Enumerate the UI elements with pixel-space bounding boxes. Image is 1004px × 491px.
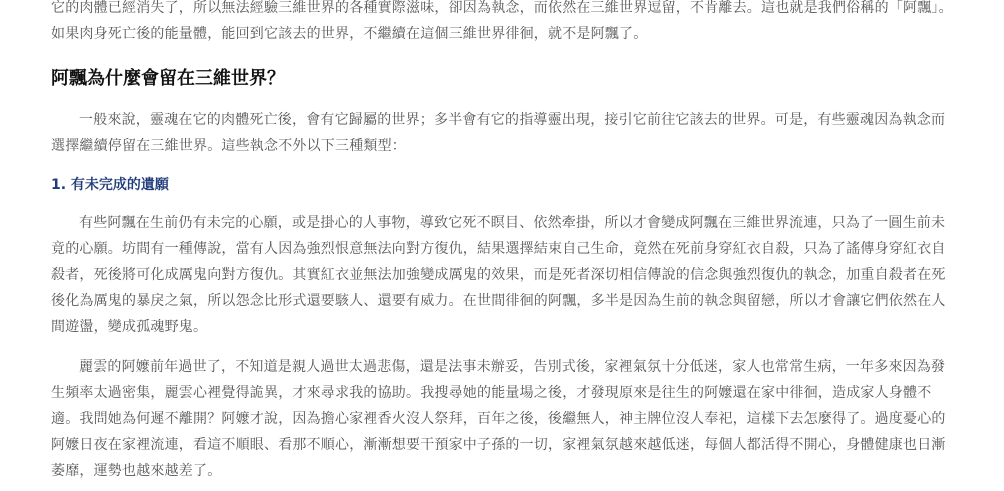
article-body <box>51 0 953 484</box>
list-subheading: 1. 有未完成的遺願 <box>51 177 169 193</box>
intro-paragraph: 它的肉體已經消失了，所以無法經驗三維世界的各種實際滋味，卻因為執念，而依然在三維世界逗留，不肯離去。這也就是我們俗稱的「阿飄」。如果肉身死亡後的能量體，能回到它該去的世界，不繼續在這個三維世界徘徊，就不是阿飄了。 <box>51 0 953 42</box>
explanation-paragraph: 一般來說，靈魂在它的肉體死亡後，會有它歸屬的世界；多半會有它的指導靈出現，接引它前往它該去的世界。可是，有些靈魂因為執念而選擇繼續停留在三維世界。這些執念不外以下三種類型： <box>51 112 946 154</box>
section-heading: 阿飄為什麼會留在三維世界？ <box>51 68 285 89</box>
unfinished-wish-paragraph: 有些阿飄在生前仍有未完的心願，或是掛心的人事物，導致它死不瞑目、依然牽掛，所以才會變成阿飄在三維世界流連，只為了一圓生前未竟的心願。坊間有一種傳說，當有人因為強烈恨意無法向對方復仇，結果選擇結束自己生命，竟然在死前身穿紅衣自殺，只為了謠傳身穿紅衣自殺者，死後將可化成厲鬼向對方復仇。其實紅衣並無法加強變成厲鬼的效果，而是死者深切相信傳說的信念與強烈復仇的執念，加重自殺者在死後化為厲鬼的暴戾之氣，所以怨念比形式還要駭人、還要有威力。在世間徘徊的阿飄，多半是因為生前的執念與留戀，所以才會讓它們依然在人間遊盪，變成孤魂野鬼。 <box>51 215 946 335</box>
case-story-paragraph: 麗雲的阿嬤前年過世了，不知道是親人過世太過悲傷，還是法事未辦妥，告別式後，家裡氣氛十分低迷，家人也常常生病，一年多來因為發生頻率太過密集，麗雲心裡覺得詭異，才來尋求我的協助。我搜尋她的能量場之後，才發現原來是往生的阿嬤還在家中徘徊，造成家人身體不適。我問她為何遲不離開？阿嬤才說，因為擔心家裡香火沒人祭拜，百年之後，後繼無人，神主牌位沒人奉祀，這樣下去怎麼得了。過度憂心的阿嬤日夜在家裡流連，看這不順眼、看那不順心，漸漸想要干預家中子孫的一切，家裡氣氛越來越低迷，每個人都活得不開心，身體健康也日漸萎靡，運勢也越來越差了。 <box>51 359 946 479</box>
